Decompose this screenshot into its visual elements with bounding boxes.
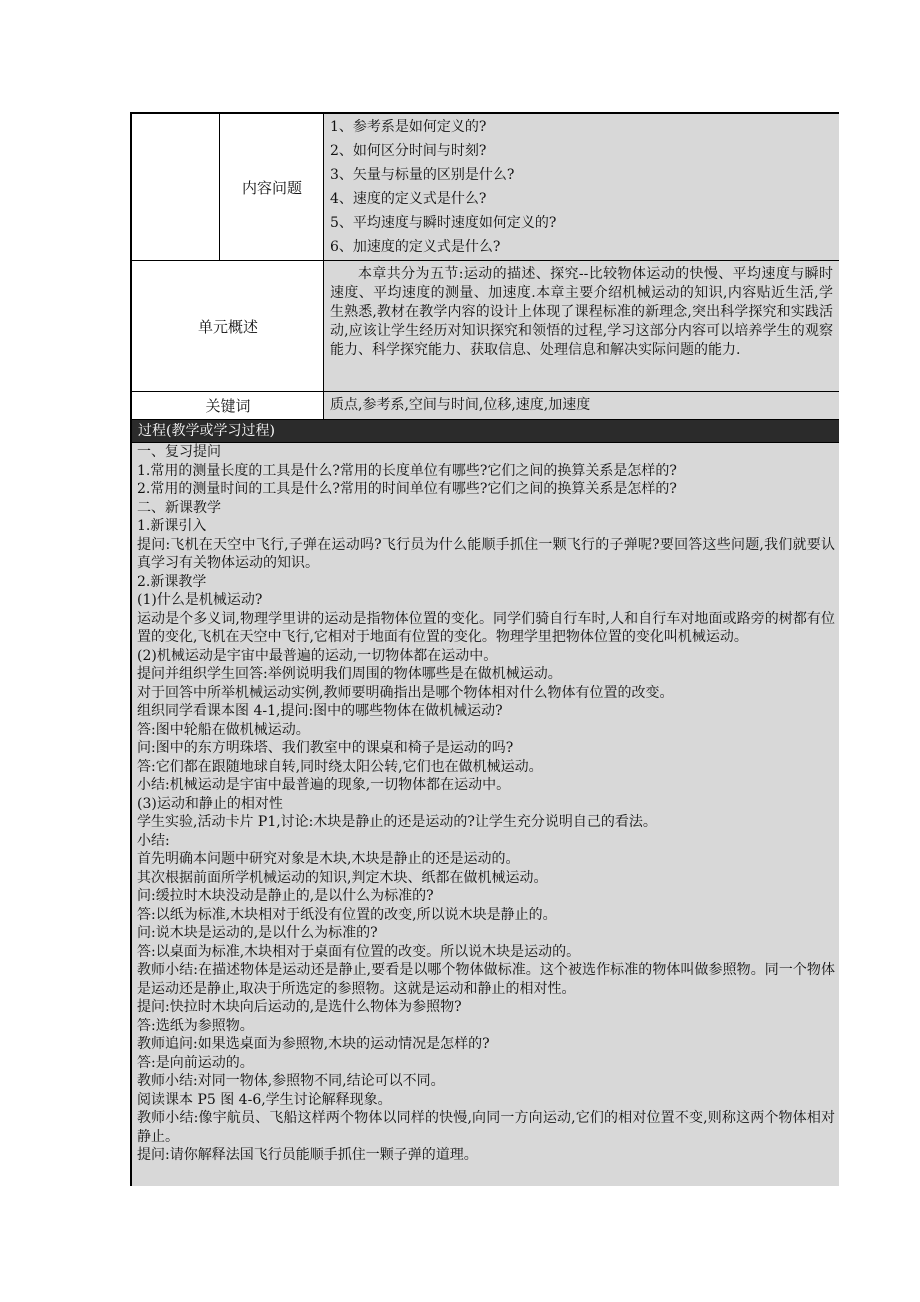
process-line: 问:说木块是运动的,是以什么为标准的? bbox=[137, 925, 378, 941]
question-4: 4、速度的定义式是什么? bbox=[330, 191, 487, 207]
process-line: 答:以桌面为标准,木块相对于桌面有位置的改变。所以说木块是运动的。 bbox=[137, 943, 581, 960]
keywords-label: 关键词 bbox=[205, 397, 251, 415]
content-questions-label-cell bbox=[220, 114, 324, 260]
process-line: 1.常用的测量长度的工具是什么?常用的长度单位有哪些?它们之间的换算关系是怎样的? bbox=[137, 462, 677, 479]
process-line: 学生实验,活动卡片 P1,讨论:木块是静止的还是运动的?让学生充分说明自己的看法。 bbox=[137, 814, 657, 830]
divider bbox=[132, 442, 839, 443]
lesson-plan-table bbox=[130, 112, 839, 1186]
process-line: 组织同学看课本图 4-1,提问:图中的哪些物体在做机械运动? bbox=[137, 703, 503, 719]
process-line: 小结:机械运动是宇宙中最普遍的现象,一切物体都在运动中。 bbox=[137, 777, 511, 793]
process-line: 教师追问:如果选桌面为参照物,木块的运动情况是怎样的? bbox=[137, 1036, 490, 1052]
divider bbox=[132, 419, 839, 420]
question-2: 2、如何区分时间与时刻? bbox=[330, 143, 487, 159]
process-line: 答:是向前运动的。 bbox=[137, 1054, 254, 1071]
process-line: 对于回答中所举机械运动实例,教师要明确指出是哪个物体相对什么物体有位置的改变。 bbox=[137, 684, 674, 701]
process-line: 教师小结:像宇航员、飞船这样两个物体以同样的快慢,向同一方向运动,它们的相对位置不变,则称这两个物体相对静止。 bbox=[137, 1110, 835, 1145]
process-line: 答:以纸为标准,木块相对于纸没有位置的改变,所以说木块是静止的。 bbox=[137, 906, 557, 923]
process-line: 问:缓拉时木块没动是静止的,是以什么为标准的? bbox=[137, 888, 434, 904]
question-1: 1、参考系是如何定义的? bbox=[330, 119, 487, 135]
process-line: 提问并组织学生回答:举例说明我们周围的物体哪些是在做机械运动。 bbox=[137, 666, 562, 682]
process-line: (1)什么是机械运动? bbox=[137, 592, 263, 608]
divider bbox=[132, 391, 839, 392]
process-line: 答:图中轮船在做机械运动。 bbox=[137, 721, 310, 738]
process-body bbox=[132, 443, 839, 1186]
keywords-label-cell bbox=[132, 392, 324, 419]
process-line: 提问:快拉时木块向后运动的,是选什么物体为参照物? bbox=[137, 999, 462, 1015]
divider bbox=[219, 114, 220, 261]
process-line: 提问:请你解释法国飞行员能顺手抓住一颗子弹的道理。 bbox=[137, 1147, 478, 1163]
process-line: 问:图中的东方明珠塔、我们教室中的课桌和椅子是运动的吗? bbox=[137, 740, 514, 756]
divider bbox=[132, 260, 839, 261]
process-line: 首先明确本问题中研究对象是木块,木块是静止的还是运动的。 bbox=[137, 851, 520, 867]
process-line: 答:选纸为参照物。 bbox=[137, 1017, 254, 1034]
question-5: 5、平均速度与瞬时速度如何定义的? bbox=[330, 215, 557, 231]
question-3: 3、矢量与标量的区别是什么? bbox=[330, 167, 515, 183]
process-header: 过程(教学或学习过程) bbox=[132, 420, 839, 443]
process-line: (2)机械运动是宇宙中最普遍的运动,一切物体都在运动中。 bbox=[137, 647, 498, 664]
keywords-text: 质点,参考系,空间与时间,位移,速度,加速度 bbox=[324, 392, 839, 419]
process-line: (3)运动和静止的相对性 bbox=[137, 795, 283, 812]
process-line: 教师小结:对同一物体,参照物不同,结论可以不同。 bbox=[137, 1073, 445, 1089]
unit-overview-label: 单元概述 bbox=[197, 317, 258, 336]
process-line: 阅读课本 P5 图 4-6,学生讨论解释现象。 bbox=[137, 1091, 392, 1108]
process-line: 2.新课教学 bbox=[137, 573, 207, 590]
content-questions-cell bbox=[324, 114, 839, 260]
process-line: 其次根据前面所学机械运动的知识,判定木块、纸都在做机械运动。 bbox=[137, 869, 548, 886]
content-questions-label: 内容问题 bbox=[241, 178, 302, 197]
process-line: 一、复习提问 bbox=[137, 444, 221, 460]
process-line: 二、新课教学 bbox=[137, 499, 221, 516]
question-6: 6、加速度的定义式是什么? bbox=[330, 239, 501, 255]
unit-overview-text: 本章共分为五节:运动的描述、探究--比较物体运动的快慢、平均速度与瞬时速度、平均速度的测量、加速度.本章主要介绍机械运动的知识,内容贴近生活,学生熟悉,教材在教学内容的设计上体现了课程标准的新理念,突出科学探究和实践活动,应该让学生经历对知识探究和领悟的过程,学习这部分内容可以培养学生的观察能力、科学探究能力、获取信息、处理信息和解决实际问题的能力. bbox=[324, 261, 839, 391]
process-line: 小结: bbox=[137, 832, 170, 849]
process-line: 2.常用的测量时间的工具是什么?常用的时间单位有哪些?它们之间的换算关系是怎样的? bbox=[137, 481, 677, 497]
process-line: 教师小结:在描述物体是运动还是静止,要看是以哪个物体做标准。这个被选作标准的物体叫做参照物。同一个物体是运动还是静止,取决于所选定的参照物。这就是运动和静止的相对性。 bbox=[137, 962, 835, 997]
unit-overview-label-cell bbox=[132, 261, 324, 391]
process-line: 答:它们都在跟随地球自转,同时绕太阳公转,它们也在做机械运动。 bbox=[137, 758, 543, 775]
process-line: 提问:飞机在天空中飞行,子弹在运动吗?飞行员为什么能顺手抓住一颗飞行的子弹呢?要回答这些问题,我们就要认真学习有关物体运动的知识。 bbox=[137, 536, 835, 571]
process-line: 1.新课引入 bbox=[137, 518, 207, 534]
process-line: 运动是个多义词,物理学里讲的运动是指物体位置的变化。同学们骑自行车时,人和自行车对地面或路旁的树都有位置的变化,飞机在天空中飞行,它相对于地面有位置的变化。物理学里把物体位置的变化叫机械运动。 bbox=[137, 610, 835, 645]
divider bbox=[323, 114, 324, 420]
